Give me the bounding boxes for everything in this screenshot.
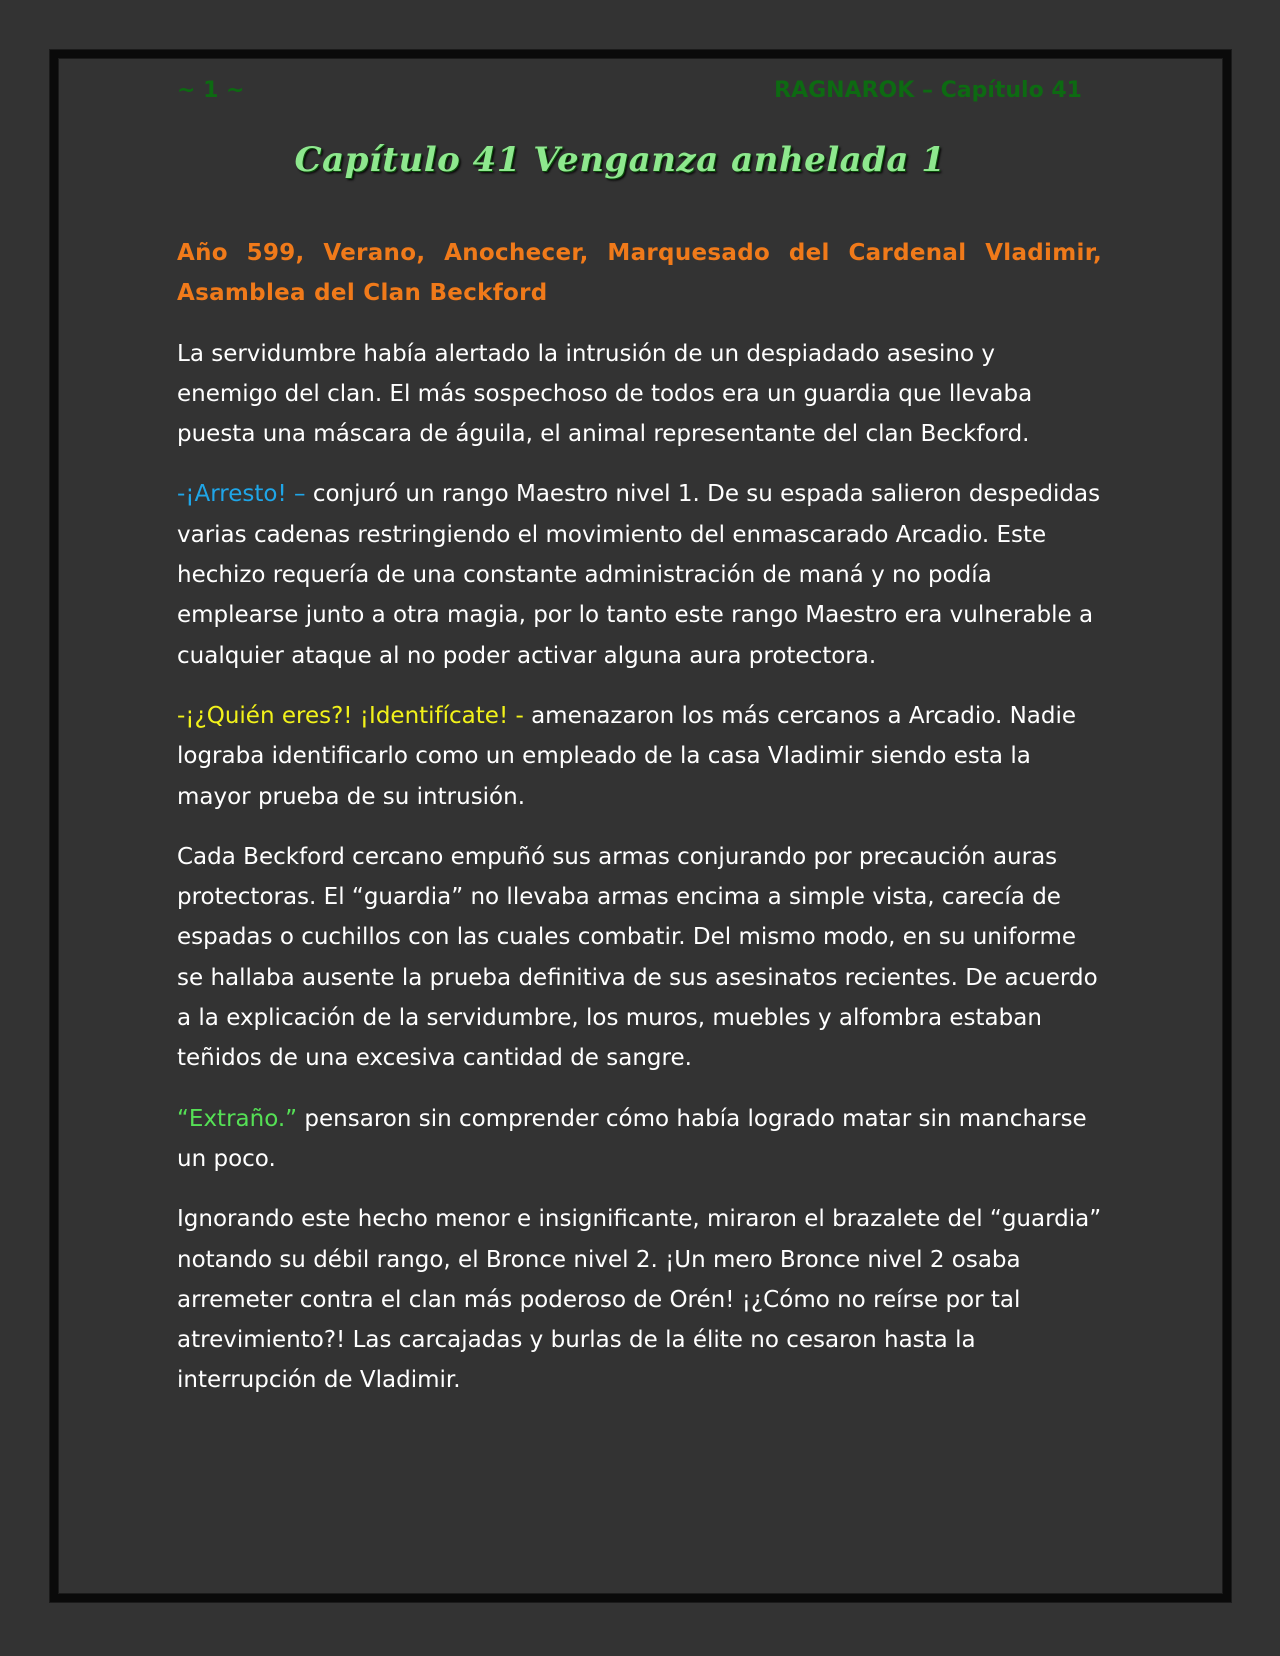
page-number: ~ 1 ~ (177, 78, 245, 103)
paragraph-2 (177, 474, 1102, 675)
setting-line: Año 599, Verano, Anochecer, Marquesado del Cardenal Vladimir, Asamblea del Clan Beckford (177, 240, 1102, 307)
paragraph-6: Ignorando este hecho menor e insignificante, miraron el brazalete del “guardia” notando su débil rango, el Bronce nivel 2. ¡Un mero Bronce nivel 2 osaba arremeter contra el clan más poderoso de Orén! ¡¿Cómo no reírse por tal atrevimiento?! Las carcajadas y burlas de la élite no cesaron hasta la interrupción de Vladimir. (177, 1206, 1102, 1394)
paragraph-3-text: amenazaron los más cercanos a Arcadio. Nadie lograba identificarlo como un empleado de la casa Vladimir siendo esta la mayor prueba de su intrusión. (177, 702, 1077, 810)
paragraph-4: Cada Beckford cercano empuñó sus armas conjurando por precaución auras protectoras. El “guardia” no llevaba armas encima a simple vista, carecía de espadas o cuchillos con las cuales combatir. Del mismo modo, en su uniforme se hallaba ausente la prueba definitiva de sus asesinatos recientes. De acuerdo a la explicación de la servidumbre, los muros, muebles y alfombra estaban teñidos de una excesiva cantidad de sangre. (177, 843, 1098, 1072)
paragraph-5 (177, 1099, 1102, 1180)
dialogue-arresto: -¡Arresto! – (177, 481, 306, 508)
chapter-body (177, 233, 1102, 1421)
paragraph-5-text: pensaron sin comprender cómo había logrado matar sin mancharse un poco. (177, 1105, 1087, 1172)
chapter-title: Capítulo 41 Venganza anhelada 1 (294, 140, 946, 180)
dialogue-quien-eres: -¡¿Quién eres?! ¡Identifícate! - (177, 702, 524, 729)
running-title: RAGNAROK – Capítulo 41 (774, 78, 1082, 103)
paragraph-1: La servidumbre había alertado la intrusión de un despiadado asesino y enemigo del clan. El más sospechoso de todos era un guardia que llevaba puesta una máscara de águila, el animal representante del clan Beckford. (177, 340, 1033, 448)
page-header (177, 78, 1082, 108)
paragraph-3 (177, 696, 1102, 817)
thought-extrano: “Extraño.” (177, 1105, 298, 1132)
paragraph-2-text: conjuró un rango Maestro nivel 1. De su espada salieron despedidas varias cadenas restringiendo el movimiento del enmascarado Arcadio. Este hechizo requería de una constante administración de maná y no podía emplearse junto a otra magia, por lo tanto este rango Maestro era vulnerable a cualquier ataque al no poder activar alguna aura protectora. (177, 481, 1101, 669)
